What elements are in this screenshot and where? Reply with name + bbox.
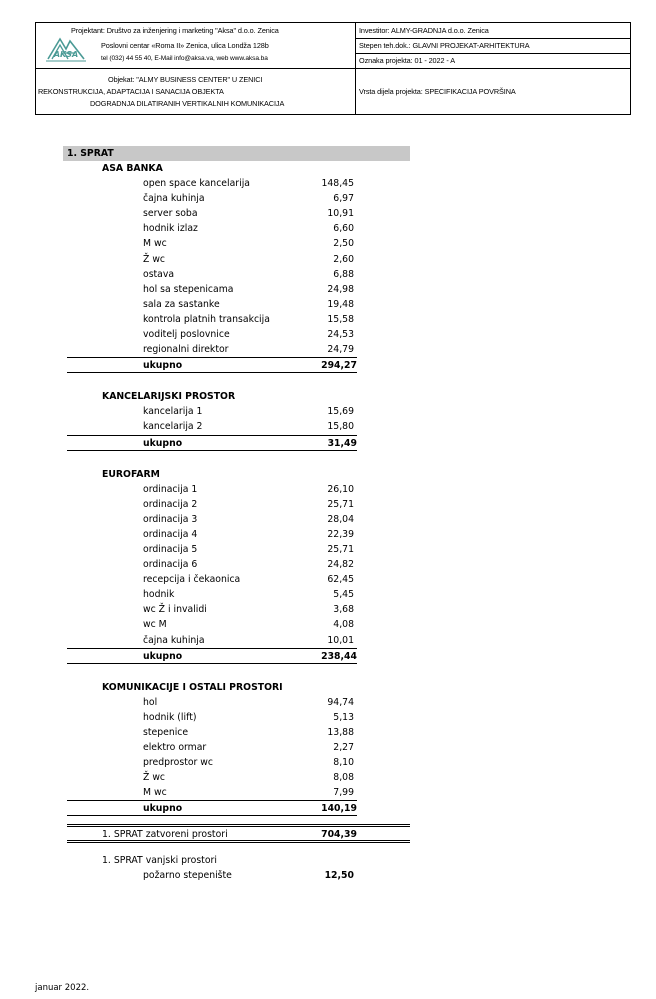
room-name: ordinacija 3 <box>143 513 198 525</box>
table-row <box>63 695 410 710</box>
section-title: KANCELARIJSKI PROSTOR <box>102 391 236 403</box>
outdoor-item-row <box>63 868 410 883</box>
table-row <box>63 221 410 236</box>
section-total-row <box>67 435 357 451</box>
section-total-label: ukupno <box>143 650 183 662</box>
section-header <box>63 467 410 482</box>
room-area: 2,60 <box>333 253 354 265</box>
room-area: 13,88 <box>327 726 354 738</box>
rekonstrukcija-text: REKONSTRUKCIJA, ADAPTACIJA I SANACIJA OBJEKTA <box>38 87 224 96</box>
room-area: 2,50 <box>333 238 354 250</box>
table-row <box>63 572 410 587</box>
room-name: ordinacija 5 <box>143 543 198 555</box>
outdoor-item-value: 12,50 <box>324 870 354 882</box>
section-header <box>63 680 410 695</box>
table-row <box>63 755 410 770</box>
room-name: kancelarija 1 <box>143 406 203 418</box>
section-total-value: 140,19 <box>321 803 357 815</box>
section-total-value: 238,44 <box>321 650 357 662</box>
table-row <box>63 770 410 785</box>
section-total-label: ukupno <box>143 437 183 449</box>
table-row <box>63 297 410 312</box>
room-name: Ž wc <box>143 772 166 784</box>
dogradnja-text: DOGRADNJA DILATIRANIH VERTIKALNIH KOMUNIKACIJA <box>90 99 285 108</box>
section-total-value: 31,49 <box>327 437 357 449</box>
room-name: ostava <box>143 268 175 280</box>
table-row <box>63 785 410 800</box>
room-area: 148,45 <box>321 178 354 190</box>
grand-total-value: 704,39 <box>321 829 357 841</box>
outdoor-item-label: požarno stepenište <box>143 870 232 882</box>
section-total-label: ukupno <box>143 803 183 815</box>
room-area: 24,98 <box>327 283 354 295</box>
area-specification-table <box>63 146 410 884</box>
table-row <box>63 740 410 755</box>
room-area: 10,91 <box>327 208 354 220</box>
room-name: ordinacija 4 <box>143 528 198 540</box>
room-area: 4,08 <box>333 619 354 631</box>
section-total-label: ukupno <box>143 360 183 372</box>
title-block-rule <box>356 53 630 54</box>
outdoor-title-row <box>63 853 410 868</box>
section-header <box>63 161 410 176</box>
investitor-text: Investitor: ALMY-GRADNJA d.o.o. Zenica <box>359 26 489 35</box>
room-name: Ž wc <box>143 253 166 265</box>
room-name: sala za sastanke <box>143 298 220 310</box>
table-row <box>63 602 410 617</box>
table-row <box>63 342 410 357</box>
company-logo <box>44 35 88 63</box>
room-area: 24,82 <box>327 559 354 571</box>
section-total-row <box>67 800 357 816</box>
room-name: hodnik <box>143 589 175 601</box>
room-name: ordinacija 1 <box>143 483 198 495</box>
room-area: 8,10 <box>333 757 354 769</box>
title-block-rule <box>356 68 630 69</box>
room-area: 5,45 <box>333 589 354 601</box>
logo-text: AKSA <box>53 50 79 59</box>
room-area: 15,80 <box>327 421 354 433</box>
table-row <box>63 312 410 327</box>
section-header <box>63 389 410 404</box>
room-name: kontrola platnih transakcija <box>143 313 270 325</box>
room-name: stepenice <box>143 726 189 738</box>
room-name: elektro ormar <box>143 742 207 753</box>
room-name: ordinacija 2 <box>143 498 198 510</box>
room-area: 3,68 <box>333 604 354 616</box>
room-name: M wc <box>143 787 167 799</box>
table-row <box>63 512 410 527</box>
grand-total-row <box>67 824 410 843</box>
room-area: 28,04 <box>327 513 354 525</box>
table-row <box>63 725 410 740</box>
title-block <box>35 22 631 115</box>
section-total-row <box>67 357 357 373</box>
room-area: 10,01 <box>327 634 354 646</box>
room-name: predprostor wc <box>143 757 214 769</box>
table-row <box>63 419 410 434</box>
title-block-rule <box>36 68 356 69</box>
room-area: 19,48 <box>327 298 354 310</box>
table-row <box>63 404 410 419</box>
title-block-rule <box>356 38 630 39</box>
address-text: Poslovni centar «Roma II» Zenica, ulica Londža 128b <box>101 41 269 50</box>
room-area: 25,71 <box>327 498 354 510</box>
room-area: 25,71 <box>327 543 354 555</box>
section-total-value: 294,27 <box>321 360 357 372</box>
table-row <box>63 482 410 497</box>
room-area: 2,27 <box>333 742 354 753</box>
room-area: 15,69 <box>327 406 354 418</box>
room-name: hol <box>143 696 158 708</box>
room-area: 6,88 <box>333 268 354 280</box>
table-row <box>63 176 410 191</box>
table-row <box>63 587 410 602</box>
contact-text: tel (032) 44 55 40, E-Mail info@aksa.va, web www.aksa.ba <box>101 55 268 62</box>
table-row <box>63 206 410 221</box>
room-name: hodnik (lift) <box>143 711 197 723</box>
room-name: recepcija i čekaonica <box>143 574 241 586</box>
table-row <box>63 282 410 297</box>
table-row <box>63 236 410 251</box>
table-row <box>63 527 410 542</box>
room-area: 15,58 <box>327 313 354 325</box>
room-area: 6,60 <box>333 223 354 235</box>
room-area: 24,53 <box>327 329 354 341</box>
footer-date: januar 2022. <box>35 983 90 993</box>
table-row <box>63 542 410 557</box>
room-area: 6,97 <box>333 193 354 205</box>
room-name: hodnik izlaz <box>143 223 198 235</box>
room-name: čajna kuhinja <box>143 634 205 646</box>
room-name: kancelarija 2 <box>143 421 203 433</box>
room-area: 22,39 <box>327 528 354 540</box>
table-row <box>63 191 410 206</box>
room-name: voditelj poslovnice <box>143 329 230 341</box>
room-area: 24,79 <box>327 344 354 356</box>
room-name: ordinacija 6 <box>143 559 198 571</box>
table-row <box>63 327 410 342</box>
table-row <box>63 557 410 572</box>
section-title: KOMUNIKACIJE I OSTALI PROSTORI <box>102 681 283 693</box>
room-name: server soba <box>143 208 198 220</box>
outdoor-title: 1. SPRAT vanjski prostori <box>102 855 217 867</box>
room-area: 94,74 <box>327 696 354 708</box>
table-row <box>63 633 410 648</box>
floor-header <box>63 146 410 161</box>
grand-total-label: 1. SPRAT zatvoreni prostori <box>102 829 228 841</box>
oznaka-text: Oznaka projekta: 01 - 2022 - A <box>359 56 455 65</box>
room-area: 7,99 <box>333 787 354 799</box>
section-total-row <box>67 648 357 664</box>
table-row <box>63 617 410 632</box>
vrsta-text: Vrsta dijela projekta: SPECIFIKACIJA POVRŠINA <box>359 87 516 96</box>
objekat-text: Objekat: "ALMY BUSINESS CENTER" U ZENICI <box>108 75 263 84</box>
room-name: hol sa stepenicama <box>143 283 234 295</box>
room-name: open space kancelarija <box>143 178 250 190</box>
table-row <box>63 710 410 725</box>
section-title: EUROFARM <box>102 468 160 480</box>
floor-title: 1. SPRAT <box>67 148 114 159</box>
room-area: 5,13 <box>333 711 354 723</box>
projektant-text: Projektant: Društvo za inženjering i marketing "Aksa" d.o.o. Zenica <box>71 26 279 35</box>
table-row <box>63 497 410 512</box>
stepen-text: Stepen teh.dok.: GLAVNI PROJEKAT-ARHITEKTURA <box>359 41 530 50</box>
room-area: 8,08 <box>333 772 354 784</box>
room-name: wc M <box>143 619 167 631</box>
section-title: ASA BANKA <box>102 163 163 174</box>
table-row <box>63 267 410 282</box>
room-name: wc Ž i invalidi <box>143 604 207 616</box>
room-name: M wc <box>143 238 167 250</box>
room-area: 62,45 <box>327 574 354 586</box>
room-name: regionalni direktor <box>143 344 229 356</box>
room-name: čajna kuhinja <box>143 193 205 205</box>
room-area: 26,10 <box>327 483 354 495</box>
table-row <box>63 252 410 267</box>
